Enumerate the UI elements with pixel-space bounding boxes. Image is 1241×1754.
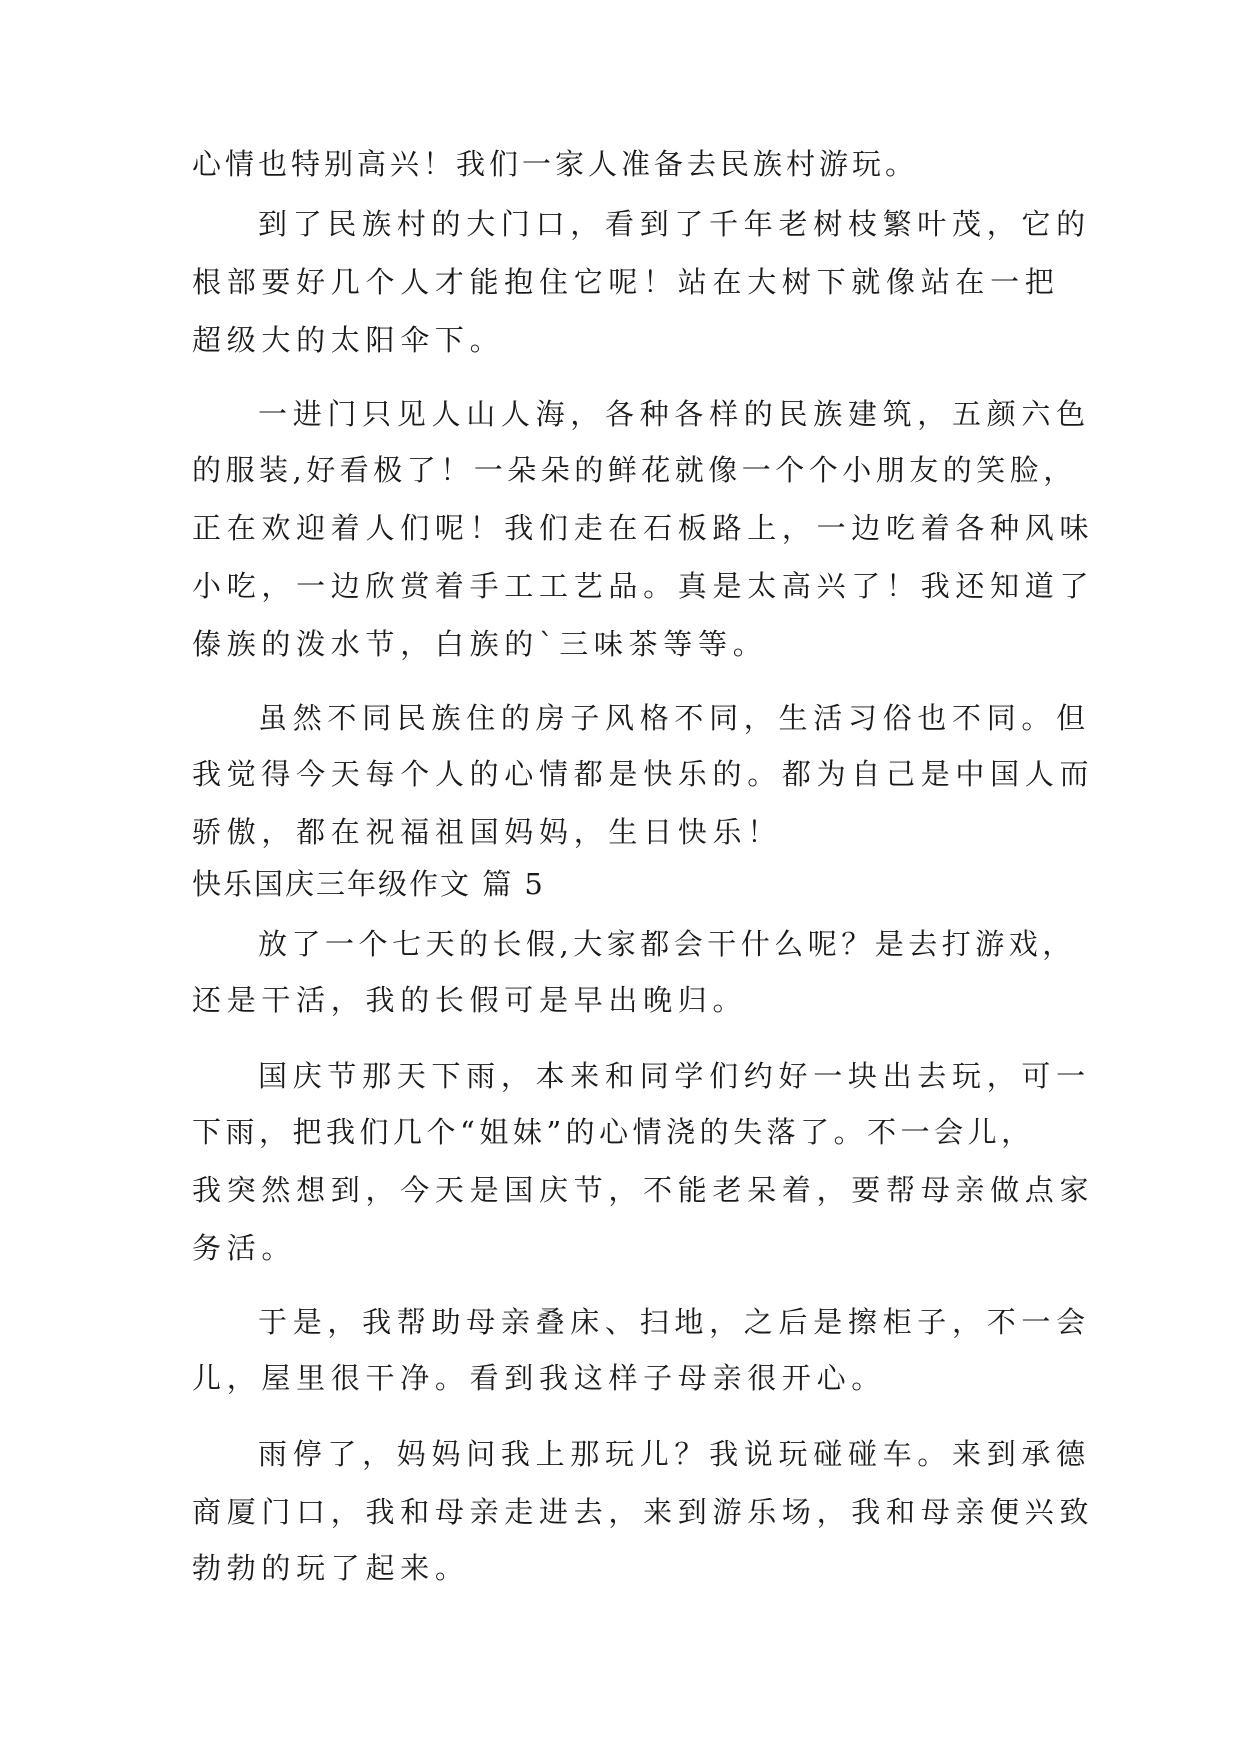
paragraph-first-line: 一进门只见人山人海，各种各样的民族建筑，五颜六色 xyxy=(258,397,1091,431)
text-line: 务活。 xyxy=(192,1231,297,1265)
text-line: 还是干活，我的长假可是早出晚归。 xyxy=(192,983,748,1017)
text-line: 我觉得今天每个人的心情都是快乐的。都为自己是中国人而 xyxy=(192,757,1095,791)
text-line: 骄傲，都在祝福祖国妈妈，生日快乐！ xyxy=(192,815,782,849)
text-line: 商厦门口，我和母亲走进去，来到游乐场，我和母亲便兴致 xyxy=(192,1495,1095,1529)
text-line: 勃勃的玩了起来。 xyxy=(192,1551,470,1585)
text-line: 儿，屋里很干净。看到我这样子母亲很开心。 xyxy=(192,1361,887,1395)
paragraph-first-line: 放了一个七天的长假,大家都会干什么呢？是去打游戏， xyxy=(258,927,1076,961)
text-line: 超级大的太阳伞下。 xyxy=(192,323,505,357)
paragraph-first-line: 到了民族村的大门口，看到了千年老树枝繁叶茂，它的 xyxy=(258,207,1091,241)
paragraph-first-line: 虽然不同民族住的房子风格不同，生活习俗也不同。但 xyxy=(258,701,1091,735)
text-line: 心情也特别高兴！我们一家人准备去民族村游玩。 xyxy=(192,147,919,181)
paragraph-first-line: 雨停了，妈妈问我上那玩儿？我说玩碰碰车。来到承德 xyxy=(258,1437,1091,1471)
section-heading: 快乐国庆三年级作文 篇 5 xyxy=(192,867,545,901)
text-line: 小吃，一边欣赏着手工工艺品。真是太高兴了！我还知道了 xyxy=(192,569,1095,603)
text-line: 我突然想到，今天是国庆节，不能老呆着，要帮母亲做点家 xyxy=(192,1173,1095,1207)
text-line: 下雨，把我们几个“姐妹”的心情浇的失落了。不一会儿， xyxy=(192,1115,1035,1149)
paragraph-first-line: 于是，我帮助母亲叠床、扫地，之后是擦柜子，不一会 xyxy=(258,1305,1091,1339)
text-line: 傣族的泼水节，白族的`三味茶等等。 xyxy=(192,627,768,661)
text-line: 根部要好几个人才能抱住它呢！站在大树下就像站在一把 xyxy=(192,265,1060,299)
text-line: 正在欢迎着人们呢！我们走在石板路上，一边吃着各种风味 xyxy=(192,511,1095,545)
text-line: 的服装,好看极了！一朵朵的鲜花就像一个个小朋友的笑脸， xyxy=(192,453,1077,487)
paragraph-first-line: 国庆节那天下雨，本来和同学们约好一块出去玩，可一 xyxy=(258,1059,1091,1093)
